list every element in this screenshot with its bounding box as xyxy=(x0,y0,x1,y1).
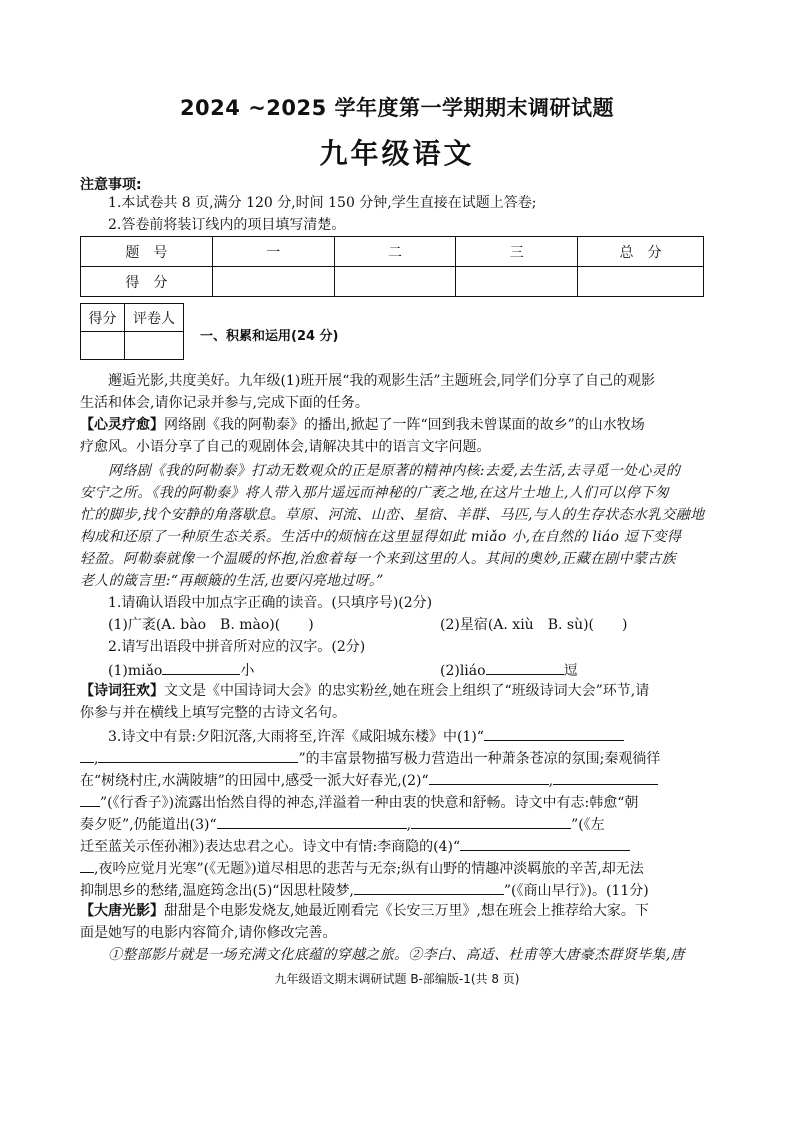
question-3-line xyxy=(80,878,720,902)
heal-paragraph xyxy=(80,414,720,436)
answer-blank[interactable] xyxy=(354,878,504,895)
grader-table xyxy=(80,303,184,360)
question-3-line xyxy=(80,790,720,814)
score-header-cell: 题 号 xyxy=(81,237,213,267)
q2a-suffix: 小 xyxy=(240,663,255,679)
movie-passage: ①整部影片就是一场充满文化底蕴的穿越之旅。②李白、高适、杜甫等大唐豪杰群贤毕集,唐 xyxy=(108,947,685,963)
question-3-line xyxy=(80,856,720,880)
passage-line: 构成和还原了一种原生态关系。生活中的烦恼在这里显得如此 miǎo 小,在自然的 liáo 逗下变得 xyxy=(80,529,682,545)
poem-tag: 【诗词狂欢】 xyxy=(80,683,164,699)
answer-blank[interactable] xyxy=(486,658,564,675)
q3-text: ”的丰富景物描写极力营造出一种萧条苍凉的氛围;秦观徜徉 xyxy=(298,751,661,767)
answer-blank[interactable] xyxy=(162,658,240,675)
question-3-line xyxy=(80,834,720,858)
question-2: 2.请写出语段中拼音所对应的汉字。(2分) xyxy=(108,639,366,655)
question-3-line: 在“树绕村庄,水满陂塘”的田园中,感受一派大好春光,(2)“ , xyxy=(80,768,720,792)
q3-text: 3.诗文中有景:夕阳沉落,大雨将至,许浑《咸阳城东楼》中(1)“ xyxy=(108,729,484,745)
q3-text: 抑制思乡的愁绪,温庭筠念出(5)“因思杜陵梦, xyxy=(80,883,354,899)
heal-line: 疗愈风。小语分享了自己的观剧体会,请解决其中的语言文字问题。 xyxy=(80,439,491,455)
passage-line: 安宁之所。《我的阿勒泰》将人带入那片遥远而神秘的广袤之地,在这片土地上,人们可以停下匆 xyxy=(80,485,669,501)
answer-blank[interactable] xyxy=(460,834,630,851)
answer-blank[interactable] xyxy=(429,768,549,785)
q2a-prefix: (1)miǎo xyxy=(108,663,163,679)
answer-blank[interactable] xyxy=(411,812,571,829)
movie-line: 面是她写的电影内容简介,请你修改完善。 xyxy=(80,925,337,941)
question-3-line: , ”的丰富景物描写极力营造出一种萧条苍凉的氛围;秦观徜徉 xyxy=(80,746,720,770)
movie-tag: 【大唐光影】 xyxy=(80,903,164,919)
heal-line: 网络剧《我的阿勒泰》的播出,掀起了一阵“回到我未曾谋面的故乡”的山水牧场 xyxy=(164,417,645,433)
grader-score-cell[interactable] xyxy=(81,332,125,360)
answer-blank[interactable] xyxy=(80,790,100,807)
question-3-line: 奏夕贬”,仍能道出(3)“ , ”(《左 xyxy=(80,812,720,836)
score-header-cell: 二 xyxy=(334,237,456,267)
q3-text: 奏夕贬”,仍能道出(3)“ xyxy=(80,817,217,833)
q2b-suffix: 逗 xyxy=(563,663,578,679)
heal-tag: 【心灵疗愈】 xyxy=(80,417,164,433)
score-cell[interactable] xyxy=(334,267,456,297)
answer-blank[interactable] xyxy=(98,746,298,763)
answer-blank[interactable] xyxy=(217,812,407,829)
question-1-a: (1)广袤(A. bào B. mào)( ) xyxy=(108,617,314,633)
answer-blank[interactable] xyxy=(80,856,94,873)
grader-name-cell[interactable] xyxy=(125,332,184,360)
passage-line: 老人的箴言里:“再颠簸的生活,也要闪亮地过呀。” xyxy=(80,573,384,589)
poem-paragraph xyxy=(80,680,720,702)
score-table-score-row xyxy=(81,267,704,297)
intro-line: 生活和体会,请你记录并参与,完成下面的任务。 xyxy=(80,395,369,411)
q3-text: ,夜吟应觉月光寒”(《无题》)道尽相思的悲苦与无奈;纵有山野的情趣冲淡羁旅的辛苦,却无法 xyxy=(94,861,644,877)
q3-text: ”(《商山早行》)。(11分) xyxy=(503,883,649,899)
page-footer: 九年级语文期末调研试题 B-部编版-1(共 8 页) xyxy=(274,972,520,986)
subject-title: 九年级语文 xyxy=(319,137,475,170)
question-1-b: (2)星宿(A. xiù B. sù)( ) xyxy=(440,617,628,633)
q3-text: ”(《左 xyxy=(571,817,605,833)
score-cell[interactable] xyxy=(456,267,578,297)
answer-blank[interactable] xyxy=(484,724,624,741)
answer-blank[interactable] xyxy=(553,768,658,785)
grader-name-label: 评卷人 xyxy=(125,304,184,332)
q2b-prefix: (2)liáo xyxy=(440,663,486,679)
note-item: 2.答卷前将装订线内的项目填写清楚。 xyxy=(108,217,346,233)
q3-text: ”(《行香子》)流露出怡然自得的神态,洋溢着一种由衷的快意和舒畅。诗文中有志:韩愈“朝 xyxy=(100,795,639,811)
grader-score-label: 得分 xyxy=(81,304,125,332)
note-item: 1.本试卷共 8 页,满分 120 分,时间 150 分钟,学生直接在试题上答卷; xyxy=(108,195,537,211)
score-row-label: 得 分 xyxy=(81,267,213,297)
passage-line: 网络剧《我的阿勒泰》打动无数观众的正是原著的精神内核:去爱,去生活,去寻觅一处心灵的 xyxy=(108,463,681,479)
score-header-cell: 总 分 xyxy=(578,237,704,267)
score-cell[interactable] xyxy=(212,267,334,297)
section-title: 一、积累和运用(24 分) xyxy=(200,329,339,344)
answer-blank[interactable] xyxy=(80,746,94,763)
poem-line: 文文是《中国诗词大会》的忠实粉丝,她在班会上组织了“班级诗词大会”环节,请 xyxy=(164,683,650,699)
passage-line: 忙的脚步,找个安静的角落歇息。草原、河流、山峦、星宿、羊群、马匹,与人的生存状态水乳交融地 xyxy=(80,507,705,523)
question-2-b xyxy=(440,658,720,682)
notes-heading: 注意事项: xyxy=(80,177,142,193)
poem-line: 你参与并在横线上填写完整的古诗文名句。 xyxy=(80,705,346,721)
movie-line: 甜甜是个电影发烧友,她最近刚看完《长安三万里》,想在班会上推荐给大家。下 xyxy=(164,903,649,919)
q3-text: 迁至蓝关示侄孙湘》)表达忠君之心。诗文中有情:李商隐的(4)“ xyxy=(80,839,461,855)
exam-title: 2024 ~2025 学年度第一学期期末调研试题 xyxy=(179,96,615,120)
q3-text: 在“树绕村庄,水满陂塘”的田园中,感受一派大好春光,(2)“ xyxy=(80,773,429,789)
question-3-line xyxy=(108,724,720,748)
score-table-header-row xyxy=(81,237,704,267)
movie-paragraph xyxy=(80,900,720,922)
intro-line: 邂逅光影,共度美好。九年级(1)班开展“我的观影生活”主题班会,同学们分享了自己的观影 xyxy=(108,373,656,389)
score-header-cell: 一 xyxy=(212,237,334,267)
score-table xyxy=(80,236,704,297)
question-1: 1.请确认语段中加点字正确的读音。(只填序号)(2分) xyxy=(108,595,433,611)
passage-line: 轻盈。阿勒泰就像一个温暖的怀抱,治愈着每一个来到这里的人。其间的奥妙,正藏在剧中蒙古族 xyxy=(80,551,676,567)
score-cell[interactable] xyxy=(578,267,704,297)
score-header-cell: 三 xyxy=(456,237,578,267)
